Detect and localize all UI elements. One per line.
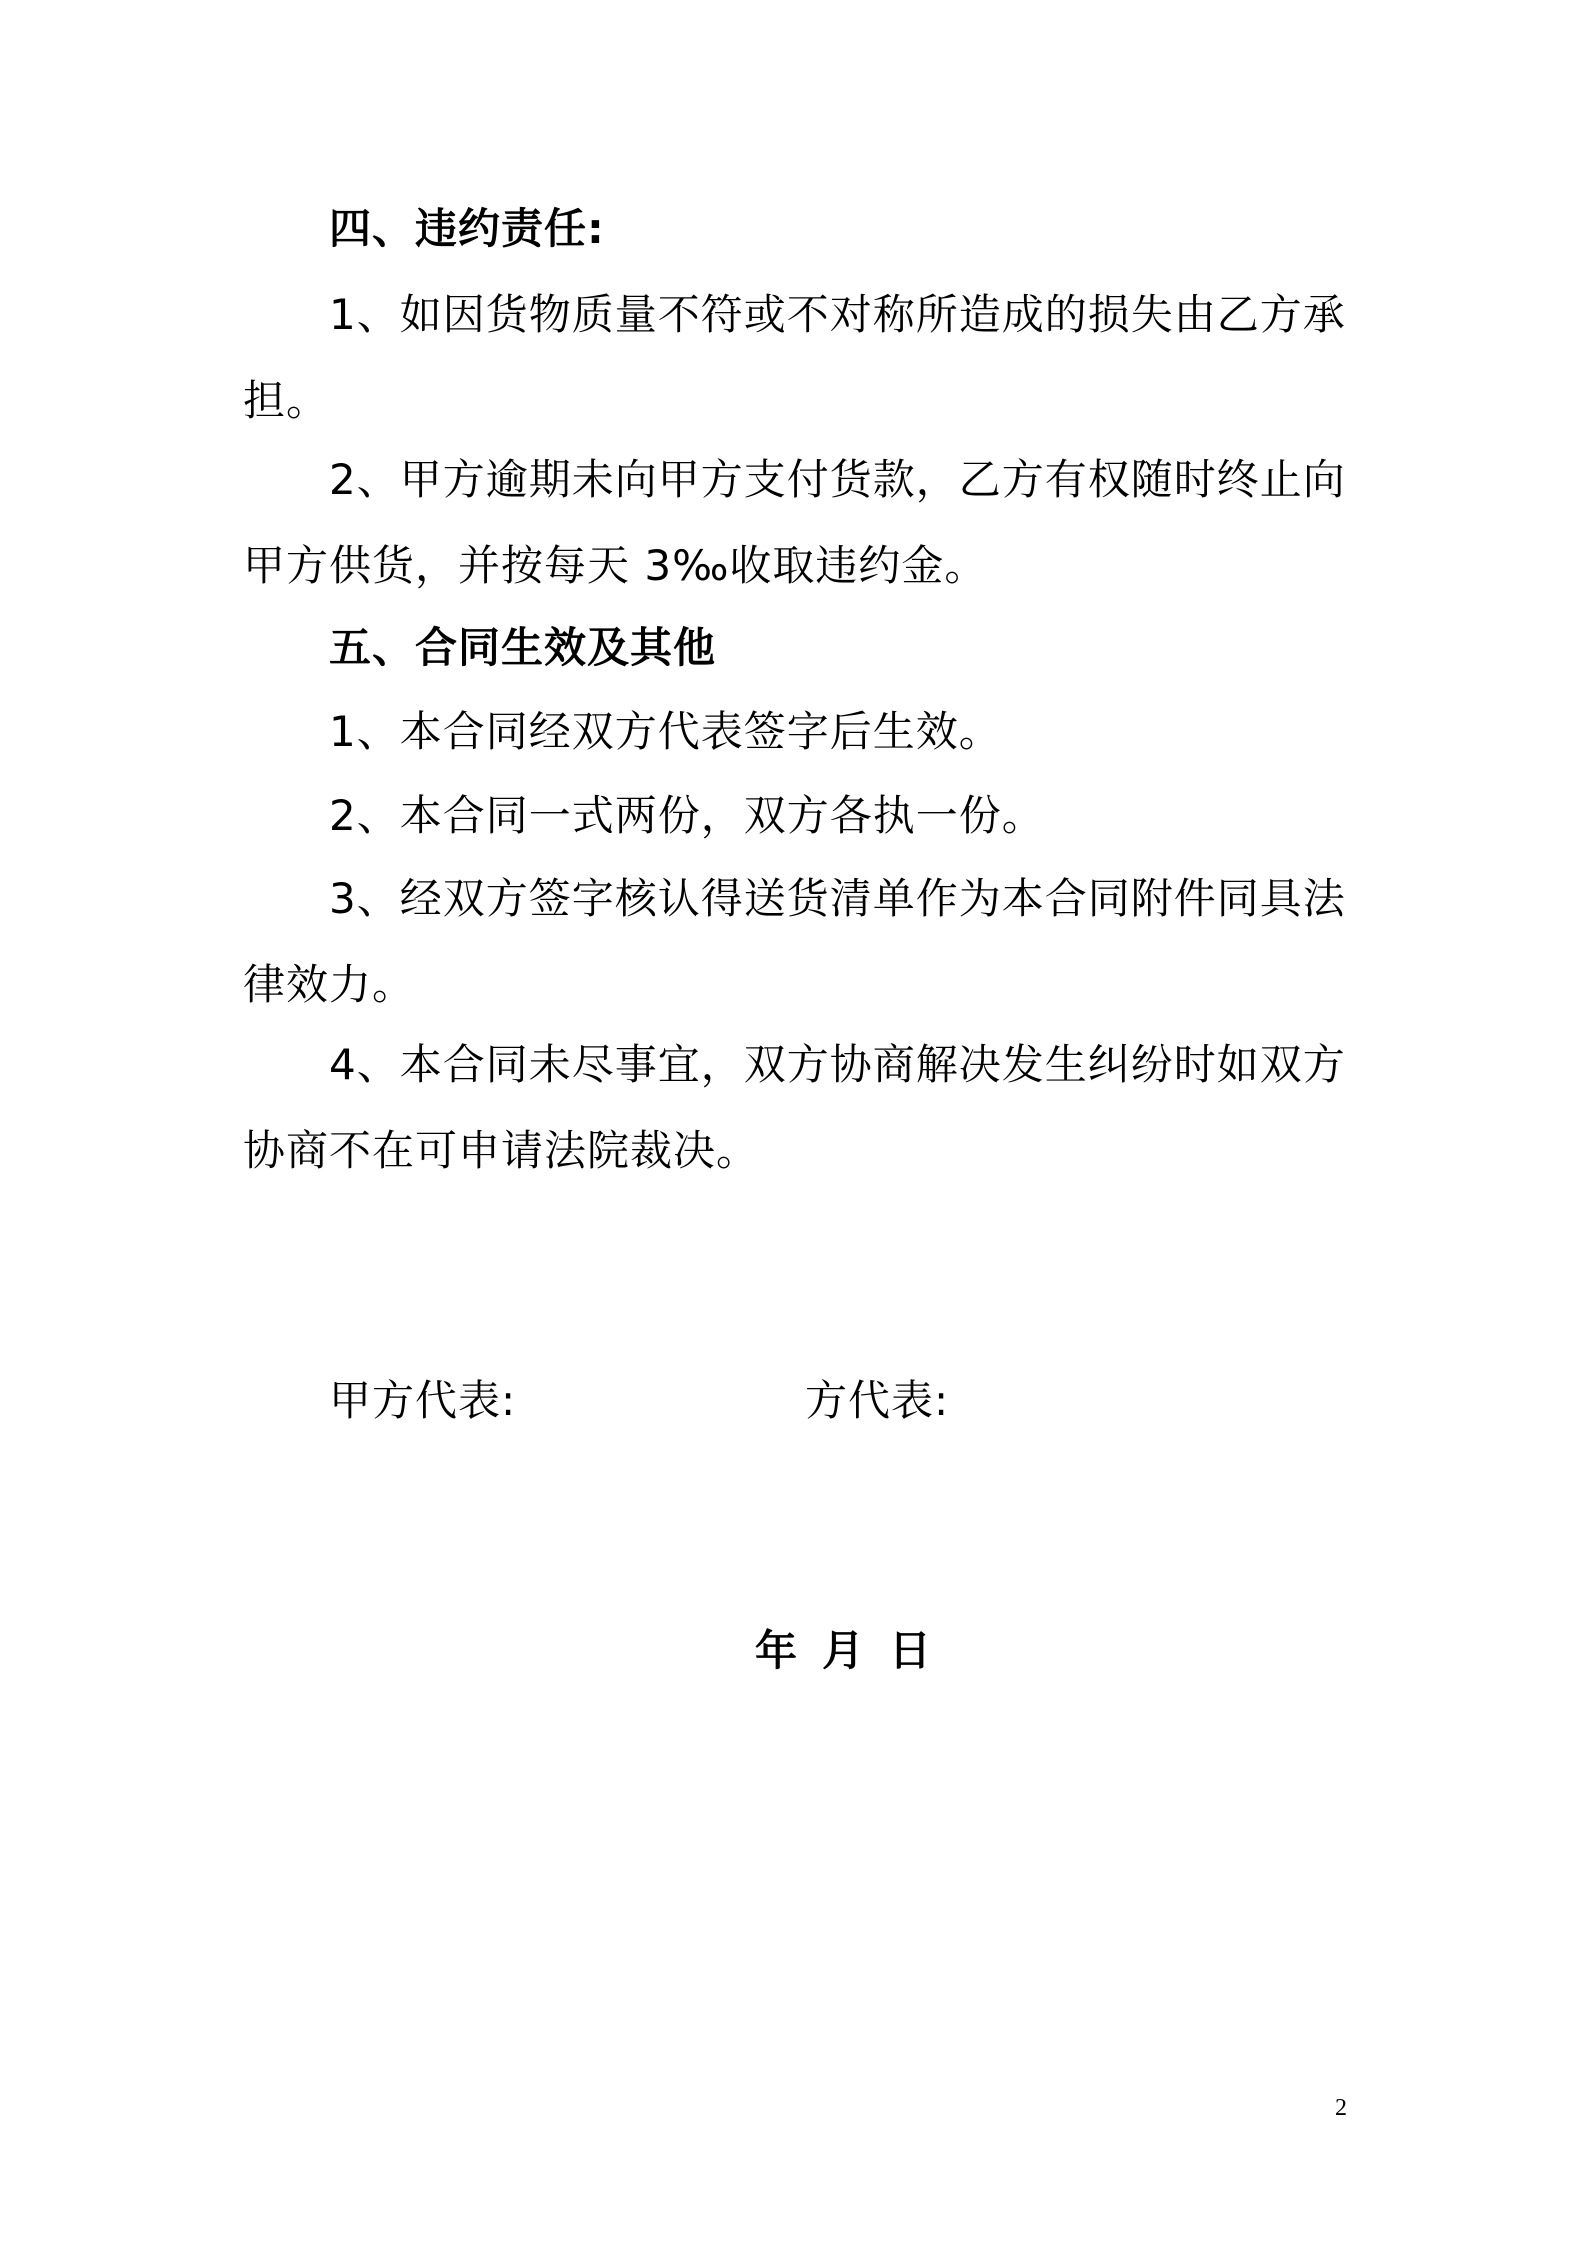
section-4-item-2: 2、甲方逾期未向甲方支付货款，乙方有权随时终止向甲方供货，并按每天 3‰收取违约金。 — [243, 455, 1346, 590]
date-month-label: 月 — [822, 1626, 866, 1675]
section-4-heading: 四、违约责任: — [329, 204, 605, 253]
section-5-item-2: 2、本合同一式两份，双方各执一份。 — [329, 791, 1045, 840]
section-5-item-3: 3、经双方签字核认得送货清单作为本合同附件同具法律效力。 — [243, 874, 1346, 1009]
section-4-item-1: 1、如因货物质量不符或不对称所造成的损失由乙方承担。 — [243, 290, 1346, 425]
party-a-representative-label: 甲方代表: — [329, 1376, 517, 1425]
date-year-label: 年 — [755, 1626, 799, 1675]
page-number: 2 — [1335, 2095, 1347, 2121]
section-5-item-1: 1、本合同经双方代表签字后生效。 — [329, 707, 1002, 756]
date-day-label: 日 — [889, 1626, 933, 1675]
signing-date — [755, 1621, 932, 1681]
section-5-item-4: 4、本合同未尽事宜，双方协商解决发生纠纷时如双方协商不在可申请法院裁决。 — [243, 1040, 1346, 1175]
party-b-representative-label: 方代表: — [805, 1376, 950, 1425]
section-5-heading: 五、合同生效及其他 — [329, 623, 717, 672]
